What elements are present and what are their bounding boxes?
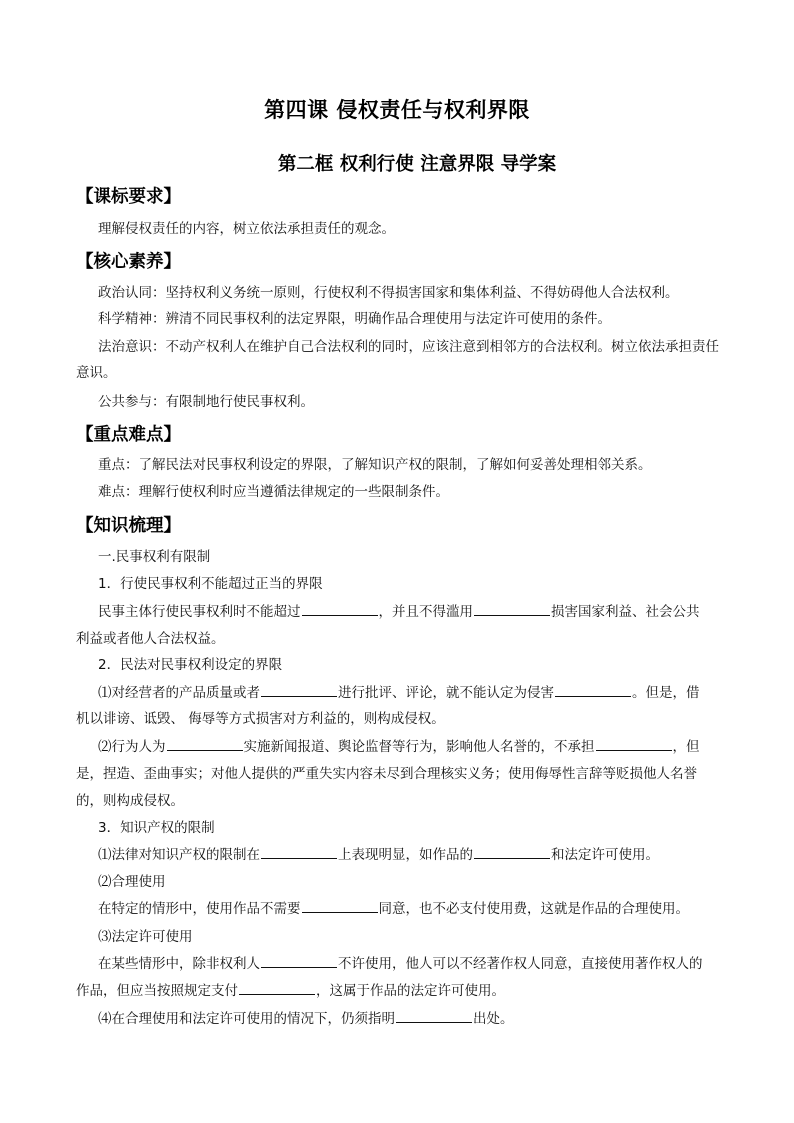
core-item-public: 公共参与：有限制地行使民事权利。 <box>98 394 314 410</box>
lesson-title: 第四课 侵权责任与权利界限 <box>264 97 530 122</box>
s3-3-title: ⑶法定许可使用 <box>98 929 193 945</box>
fill-blank[interactable] <box>396 1007 472 1023</box>
s3-4-text-a: ⑷在合理使用和法定许可使用的情况下，仍须指明 <box>98 1011 395 1027</box>
part1-title: 一.民事权利有限制 <box>98 549 211 565</box>
fill-blank[interactable] <box>596 735 672 751</box>
s3-3-line1 <box>98 951 724 977</box>
s1-line1 <box>98 599 724 625</box>
s3-1-line <box>98 842 724 868</box>
s3-3-text-a: 在某些情形中，除非权利人 <box>98 956 260 972</box>
s2-2-text-b: 实施新闻报道、舆论监督等行为，影响他人名誉的，不承担 <box>243 739 595 755</box>
fill-blank[interactable] <box>239 979 315 995</box>
s3-2-title: ⑵合理使用 <box>98 874 166 890</box>
s3-1-text-c: 和法定许可使用。 <box>551 847 659 863</box>
s2-2-line2: 是，捏造、歪曲事实；对他人提供的严重失实内容未尽到合理核实义务；使用侮辱性言辞等贬损他人名誉 <box>76 766 697 782</box>
s3-4-line <box>98 1006 724 1032</box>
fill-blank[interactable] <box>261 952 337 968</box>
fill-blank[interactable] <box>474 600 550 616</box>
standards-text: 理解侵权责任的内容，树立依法承担责任的观念。 <box>98 221 395 237</box>
fill-blank[interactable] <box>261 681 337 697</box>
s2-2-line1 <box>98 734 724 760</box>
s3-1-text-b: 上表现明显，如作品的 <box>338 847 473 863</box>
core-heading: 【核心素养】 <box>76 252 181 272</box>
s2-1-text-b: 进行批评、评论，就不能认定为侵害 <box>338 685 554 701</box>
fill-blank[interactable] <box>474 843 550 859</box>
s2-1-line1 <box>98 680 724 706</box>
s1-text-c: 损害国家利益、社会公共 <box>551 604 700 620</box>
s1-text-a: 民事主体行使民事权利时不能超过 <box>98 604 301 620</box>
s3-2-line <box>98 896 724 922</box>
s3-2-text-a: 在特定的情形中，使用作品不需要 <box>98 901 301 917</box>
core-item-political: 政治认同：坚持权利义务统一原则，行使权利不得损害国家和集体利益、不得妨碍他人合法权利。 <box>98 285 679 301</box>
s3-1-text-a: ⑴法律对知识产权的限制在 <box>98 847 260 863</box>
core-item-science: 科学精神：辨清不同民事权利的法定界限，明确作品合理使用与法定许可使用的条件。 <box>98 311 611 327</box>
s3-3-text-d: ，这属于作品的法定许可使用。 <box>316 983 505 999</box>
fill-blank[interactable] <box>167 735 243 751</box>
s2-1-text-a: ⑴对经营者的产品质量或者 <box>98 685 260 701</box>
knowledge-heading: 【知识梳理】 <box>76 516 181 536</box>
fill-blank[interactable] <box>261 843 337 859</box>
s1-text-b: ，并且不得滥用 <box>378 604 473 620</box>
s2-2-text-c: ，但 <box>672 739 700 755</box>
s3-title: 3．知识产权的限制 <box>98 820 215 836</box>
s2-1-text-c: 。但是，借 <box>632 685 700 701</box>
keypoints-heading: 【重点难点】 <box>76 425 181 445</box>
s2-2-line3: 的，则构成侵权。 <box>76 793 184 809</box>
s3-3-line2 <box>76 978 702 1004</box>
keypoint-key: 重点：了解民法对民事权利设定的界限，了解知识产权的限制，了解如何妥善处理相邻关系。 <box>98 457 652 473</box>
s3-3-text-c: 作品，但应当按照规定支付 <box>76 983 238 999</box>
s3-3-text-b: 不许使用，他人可以不经著作权人同意，直接使用著作权人的 <box>338 956 703 972</box>
fill-blank[interactable] <box>302 897 378 913</box>
s1-line2: 利益或者他人合法权益。 <box>76 631 225 647</box>
core-item-law: 法治意识：不动产权利人在维护自己合法权利的同时，应该注意到相邻方的合法权利。树立依法承担责任意识。 <box>76 339 719 381</box>
fill-blank[interactable] <box>555 681 631 697</box>
standards-heading: 【课标要求】 <box>76 187 181 207</box>
section-title: 第二框 权利行使 注意界限 导学案 <box>277 154 557 175</box>
s3-2-text-b: 同意，也不必支付使用费，这就是作品的合理使用。 <box>378 901 689 917</box>
fill-blank[interactable] <box>302 600 378 616</box>
s1-title: 1．行使民事权利不能超过正当的界限 <box>98 576 323 592</box>
s3-4-text-b: 出处。 <box>473 1011 514 1027</box>
s2-title: 2．民法对民事权利设定的界限 <box>98 657 283 673</box>
s2-2-text-a: ⑵行为人为 <box>98 739 166 755</box>
keypoint-difficult: 难点：理解行使权利时应当遵循法律规定的一些限制条件。 <box>98 484 449 500</box>
s2-1-line2: 机以诽谤、诋毁、 侮辱等方式损害对方利益的，则构成侵权。 <box>76 711 445 727</box>
